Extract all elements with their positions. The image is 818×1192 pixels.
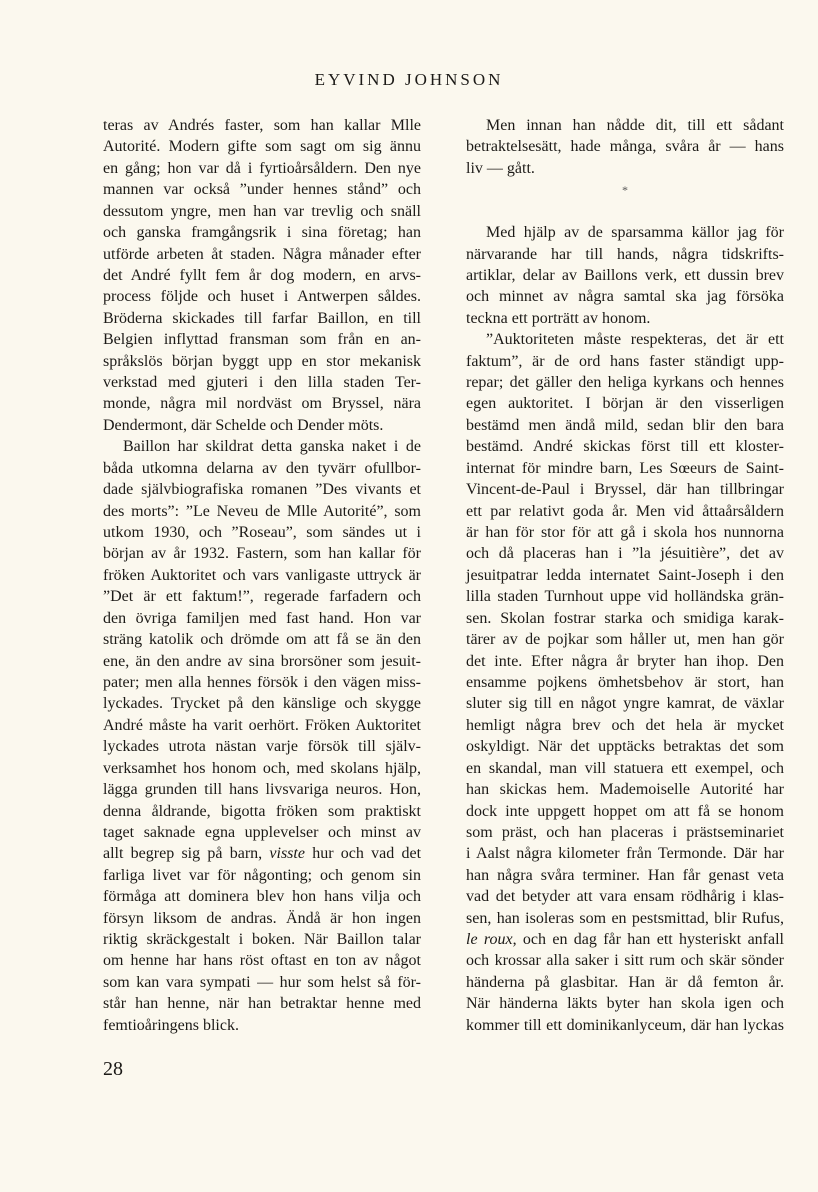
italic-text: visste — [269, 845, 305, 863]
text-line: försyn liksom de andras. Ändå är hon ingen — [103, 909, 421, 927]
text-line: står han henne, när han betraktar henne med — [103, 995, 421, 1013]
text-line: det André fyllt fem år dog modern, en arvs- — [103, 266, 421, 284]
text-segment: allt begrep sig på barn, — [103, 845, 270, 863]
text-line: lilla staden Turnhout uppe vid holländska grän- — [466, 588, 784, 606]
text-line: han skickas hem. Mademoiselle Autorité har — [466, 781, 784, 799]
blank-line — [466, 202, 784, 222]
text-line: faktum”, är de ord hans faster ständigt upp- — [466, 352, 784, 370]
text-line: fröken Auktoritet och vars vanligaste uttryck är — [103, 566, 421, 584]
text-line: ”Auktoriteten måste respekteras, det är ett — [486, 331, 784, 349]
text-line: artiklar, delar av Baillons verk, ett dussin brev — [466, 266, 784, 284]
text-line: des morts”: ”Le Neveu de Mlle Autorité”, som — [103, 502, 421, 520]
text-line: process följde och huset i Antwerpen såldes. — [103, 288, 421, 306]
text-line: i Aalst några kilometer från Termonde. Där har — [466, 845, 784, 863]
text-line: är han för stor för att gå i skola hos nunnorna — [466, 524, 784, 542]
running-header: EYVIND JOHNSON — [314, 70, 504, 89]
text-line: och då placeras han i ”la jésuitière”, det av — [466, 545, 784, 563]
page-number: 28 — [103, 1058, 123, 1080]
text-line: ”Det är ett faktum!”, regerade farfadern och — [103, 588, 421, 606]
text-line — [466, 930, 784, 950]
text-line: språkslös början byggt upp en stor mekanisk — [103, 352, 421, 370]
text-line: oskyldigt. När det upptäcks betraktas det som — [466, 738, 784, 756]
text-line: Baillon har skildrat detta ganska naket i de — [123, 438, 421, 456]
text-line: och minnet av några samtal ska jag försöka — [466, 288, 784, 306]
text-line: farliga livet var för någonting; och genom sin — [103, 866, 421, 884]
text-line: lyckades. Trycket på den känslige och skygge — [103, 695, 421, 713]
text-line: som präst, och han placeras i prästseminariet — [466, 823, 784, 841]
text-line: utkom 1930, och ”Roseau”, som sändes ut i — [103, 524, 421, 542]
text-line: dade självbiografiska romanen ”Des vivants et — [103, 481, 421, 499]
text-line — [103, 844, 421, 864]
text-line: och ganska framgångsrik i sina företag; han — [103, 224, 421, 242]
text-line: båda utkomna delarna av den tyvärr ofullbor- — [103, 459, 421, 477]
text-line: internat för mindre barn, Les Sœeurs de Saint- — [466, 459, 784, 477]
text-line: en skandal, man vill statuera ett exempel, och — [466, 759, 784, 777]
text-line: Vincent-de-Paul i Bryssel, där han tillbringar — [466, 481, 784, 499]
text-line: dock inte uppgett hoppet om att få se honom — [466, 802, 784, 820]
text-line: kommer till ett dominikanlyceum, där han lyckas — [466, 1016, 784, 1034]
text-line: teckna ett porträtt av honom. — [466, 309, 651, 327]
text-line: hemligt några brev och det hela är mycket — [466, 716, 784, 734]
text-line: femtioåringens blick. — [103, 1016, 239, 1034]
text-line: pater; men alla hennes försök i den vägen miss- — [103, 673, 421, 691]
text-line: han några svåra terminer. Han får genast veta — [466, 866, 784, 884]
text-line: Autorité. Modern gifte som sagt om sig ännu — [103, 138, 421, 156]
text-line: den övriga familjen med fast hand. Hon var — [103, 609, 421, 627]
text-line: en gång; hon var då i fyrtioårsåldern. Den nye — [103, 159, 421, 177]
text-line: händerna på glasbitar. Han är då femton år. — [466, 973, 784, 991]
text-line: taget saknade egna upplevelser och minst av — [103, 823, 421, 841]
text-line: sluter sig till en något yngre kamrat, de växlar — [466, 695, 784, 713]
text-line: sen. Skolan fostrar starka och smidiga karak- — [466, 609, 784, 627]
text-line: Dendermont, där Schelde och Dender möts. — [103, 416, 384, 434]
text-line: sen, han isoleras som en pestsmittad, blir Rufus, — [466, 909, 784, 927]
left-text-column — [103, 116, 421, 1036]
right-text-column — [466, 116, 784, 1036]
text-line: verkstad med gjuteri i den lilla staden Ter- — [103, 374, 421, 392]
text-line: Belgien inflyttad fransman som från en an- — [103, 331, 421, 349]
text-line: början av år 1932. Fastern, som han kallar för — [103, 545, 421, 563]
text-line: och krossar alla saker i sitt rum och skär sönder — [466, 952, 784, 970]
text-line: lägga grunden till hans livsvariga neuros. Hon, — [103, 781, 421, 799]
text-line: om henne har hans röst oftast en ton av något — [103, 952, 421, 970]
text-line: teras av Andrés faster, som han kallar Mlle — [103, 117, 421, 134]
text-line: ett par relativt goda år. Men vid åttaårsåldern — [466, 502, 784, 520]
text-line: Men innan han nådde dit, till ett sådant — [486, 117, 784, 134]
text-segment: , och en dag får han ett hysteriskt anfall — [512, 931, 785, 949]
text-line: bestämd men ändå mild, sedan blir den bara — [466, 416, 784, 434]
text-line: lyckades utrota nästan varje försök till själv- — [103, 738, 421, 756]
italic-text: le roux — [466, 931, 513, 949]
text-line: riktig skräckgestalt i boken. När Baillon talar — [103, 931, 421, 949]
text-line: monde, några mil nordväst om Bryssel, nära — [103, 395, 421, 413]
text-line: närvarande har till hands, några tidskrifts- — [466, 245, 784, 263]
text-line: ene, än den andre av sina brorsöner som jesuit- — [103, 652, 421, 670]
text-line: mannen var också ”under hennes stånd” och — [103, 181, 421, 199]
text-line: liv — gått. — [466, 159, 535, 177]
text-line: ensamme pojkens ömhetsbehov är stort, han — [466, 673, 784, 691]
text-line: Bröderna skickades till farfar Baillon, en till — [103, 309, 421, 327]
text-line: sträng katolik och drömde om att få se än den — [103, 631, 421, 649]
text-line: tärer av de pojkar som håller ut, men han gör — [466, 631, 784, 649]
text-line: utförde arbeten åt staden. Några månader efter — [103, 245, 421, 263]
text-line: repar; det gäller den heliga kyrkans och hennes — [466, 374, 784, 392]
text-line: egen auktoritet. I början är den visserligen — [466, 395, 784, 413]
text-line: Med hjälp av de sparsamma källor jag för — [486, 224, 784, 242]
text-line: När händerna läkts byter han skola igen och — [466, 995, 784, 1013]
text-line: det inte. Efter några år bryter han ihop. Den — [466, 652, 784, 670]
text-line: verksamhet hos honom och, med skolans hjälp, — [103, 759, 421, 777]
text-line: jesuitpatrar ledda internatet Saint-Joseph i den — [466, 566, 784, 584]
section-separator-asterisk: * — [622, 183, 628, 198]
text-line: dessutom yngre, men han var trevlig och snäll — [103, 202, 421, 220]
text-line: bestämd. André skickas först till ett kloster- — [466, 438, 784, 456]
text-line: som kan vara sympati — hur som helst så för- — [103, 973, 421, 991]
text-segment: hur och vad det — [304, 845, 422, 863]
text-line: förmåga att dominera blev hon hans vilja och — [103, 888, 421, 906]
text-line: denna åldrande, bigotta fröken som praktiskt — [103, 802, 421, 820]
text-line: vad det betyder att vara ensam rödhårig i klas- — [466, 888, 784, 906]
text-line: betraktelsesätt, hade många, svåra år — hans — [466, 138, 784, 156]
text-line: André måste ha varit oerhört. Fröken Auktoritet — [103, 716, 421, 734]
